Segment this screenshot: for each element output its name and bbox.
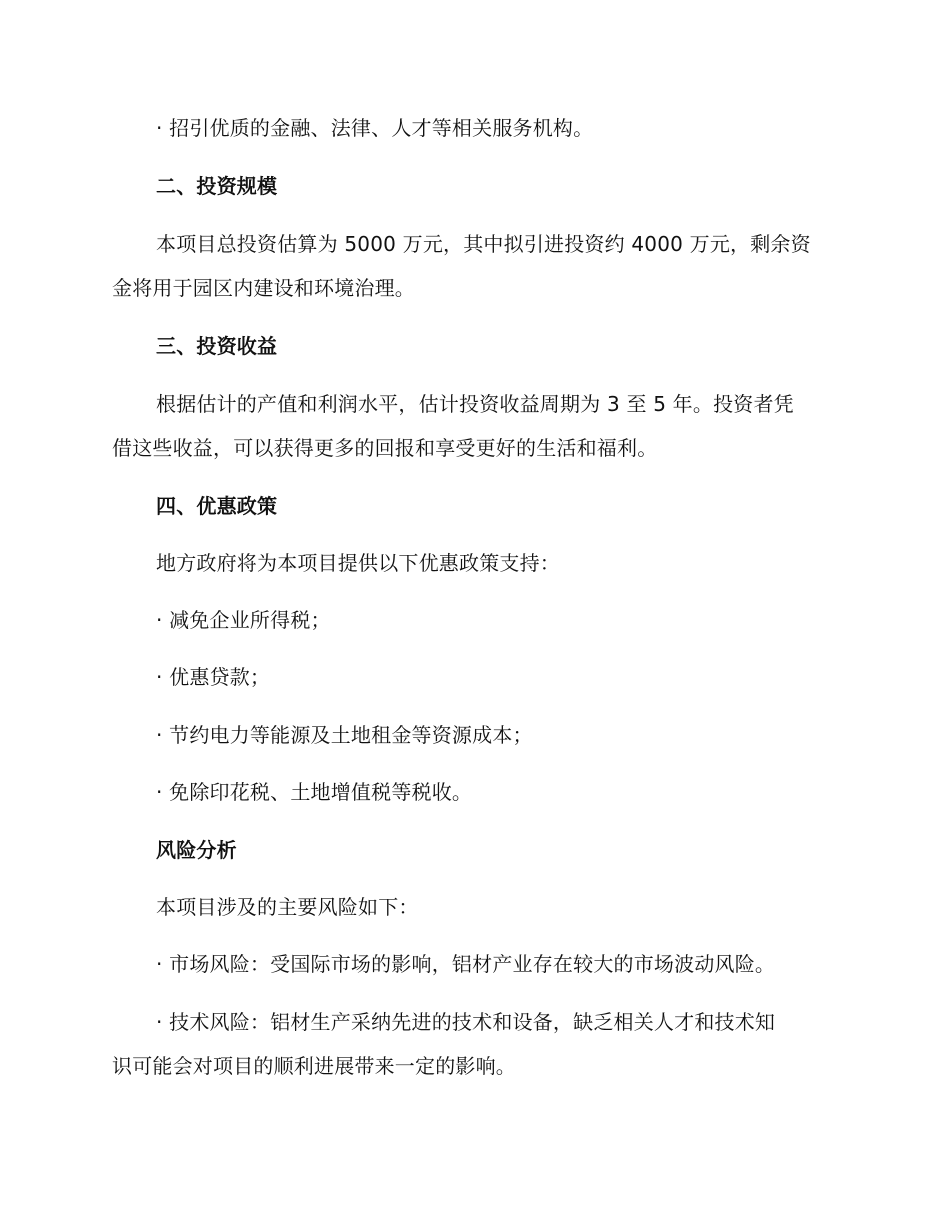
heading-risk-analysis: 风险分析 xyxy=(156,838,237,862)
bullet-resource-costs: · 节约电力等能源及土地租金等资源成本； xyxy=(156,723,533,747)
paragraph-investment-return-line-1: 根据估计的产值和利润水平，估计投资收益周期为 3 至 5 年。投资者凭 xyxy=(156,392,794,416)
bullet-service-institutions: · 招引优质的金融、法律、人才等相关服务机构。 xyxy=(156,116,594,140)
paragraph-investment-scale-line-2: 金将用于园区内建设和环境治理。 xyxy=(112,276,415,300)
bullet-tax-exemption: · 免除印花税、土地增值税等税收。 xyxy=(156,780,473,804)
paragraph-policy-intro: 地方政府将为本项目提供以下优惠政策支持： xyxy=(156,551,560,575)
heading-investment-return: 三、投资收益 xyxy=(156,334,278,358)
heading-investment-scale: 二、投资规模 xyxy=(156,174,278,198)
paragraph-investment-return-line-2: 借这些收益，可以获得更多的回报和享受更好的生活和福利。 xyxy=(112,436,658,460)
bullet-preferential-loans: · 优惠贷款； xyxy=(156,665,271,689)
paragraph-risk-intro: 本项目涉及的主要风险如下： xyxy=(156,895,419,919)
paragraph-investment-scale-line-1: 本项目总投资估算为 5000 万元，其中拟引进投资约 4000 万元，剩余资 xyxy=(156,232,811,256)
bullet-technical-risk-line-1: · 技术风险：铝材生产采纳先进的技术和设备，缺乏相关人才和技术知 xyxy=(156,1010,776,1034)
bullet-technical-risk-line-2: 识可能会对项目的顺利进展带来一定的影响。 xyxy=(112,1054,516,1078)
bullet-market-risk: · 市场风险：受国际市场的影响，铝材产业存在较大的市场波动风险。 xyxy=(156,952,776,976)
heading-preferential-policies: 四、优惠政策 xyxy=(156,494,278,518)
bullet-tax-reduction: · 减免企业所得税； xyxy=(156,608,331,632)
